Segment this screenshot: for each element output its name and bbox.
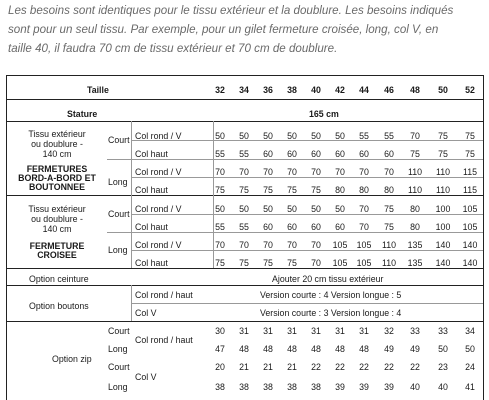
zip-length-cell: 40: [410, 382, 420, 392]
fabric-amount-cell: 70: [263, 240, 273, 250]
stature-value: 165 cm: [309, 109, 339, 119]
collar-label: Col rond / V: [135, 131, 182, 141]
fabric-amount-cell: 60: [287, 149, 297, 159]
fabric-amount-cell: 60: [335, 149, 345, 159]
fabric-amount-cell: 60: [263, 149, 273, 159]
fabric-amount-cell: 75: [239, 258, 249, 268]
fabric-amount-cell: 75: [438, 131, 448, 141]
fabric-amount-cell: 70: [287, 167, 297, 177]
zip-length-cell: 49: [410, 344, 420, 354]
row-divider: [131, 303, 483, 304]
belt-option-label: Option ceinture: [29, 274, 89, 284]
zip-length-cell: 22: [410, 362, 420, 372]
fabric-amount-cell: 70: [359, 167, 369, 177]
button-option-label: Option boutons: [29, 301, 89, 311]
fabric-amount-cell: 60: [311, 222, 321, 232]
length-long-label: Long: [108, 245, 128, 255]
fabric-label-1: Tissu extérieur: [28, 129, 86, 139]
row-divider: [131, 214, 483, 215]
fabric-amount-cell: 140: [435, 258, 451, 268]
fabric-amount-cell: 100: [435, 222, 451, 232]
fabric-amount-cell: 70: [239, 240, 249, 250]
length-court-label: Court: [108, 362, 130, 372]
fabric-amount-cell: 75: [438, 149, 448, 159]
fabric-amount-cell: 80: [359, 185, 369, 195]
fabric-amount-cell: 70: [311, 240, 321, 250]
zip-length-cell: 22: [335, 362, 345, 372]
zip-length-cell: 22: [384, 362, 394, 372]
fabric-amount-cell: 50: [287, 131, 297, 141]
zip-length-cell: 40: [438, 382, 448, 392]
collar-label: Col V: [135, 372, 157, 382]
zip-length-cell: 48: [359, 344, 369, 354]
fabric-amount-cell: 105: [332, 240, 348, 250]
fabric-amount-cell: 105: [356, 258, 372, 268]
row-divider: [7, 285, 483, 286]
fabric-amount-cell: 55: [384, 131, 394, 141]
zip-length-cell: 38: [239, 382, 249, 392]
fabric-amount-cell: 70: [384, 167, 394, 177]
zip-length-cell: 21: [287, 362, 297, 372]
fabric-amount-cell: 110: [435, 167, 451, 177]
row-divider: [131, 250, 483, 251]
row-divider: [7, 195, 483, 196]
fabric-label-2: ou doublure -: [31, 214, 83, 224]
fabric-amount-cell: 50: [239, 131, 249, 141]
fabric-amount-cell: 75: [287, 185, 297, 195]
fabric-amount-cell: 55: [239, 222, 249, 232]
fabric-label-2: ou doublure -: [31, 139, 83, 149]
stature-label: Stature: [67, 109, 98, 119]
fabric-amount-cell: 70: [215, 240, 225, 250]
fabric-amount-cell: 70: [359, 222, 369, 232]
size-header-cell: 36: [263, 85, 273, 95]
column-divider: [213, 121, 214, 268]
fabric-amount-cell: 105: [462, 222, 478, 232]
zip-length-cell: 39: [384, 382, 394, 392]
fabric-amount-cell: 100: [435, 204, 451, 214]
fabric-amount-cell: 70: [311, 167, 321, 177]
fabric-amount-cell: 75: [311, 185, 321, 195]
fabric-amount-cell: 75: [287, 258, 297, 268]
collar-label: Col haut: [135, 258, 168, 268]
belt-option-value: Ajouter 20 cm tissu extérieur: [272, 274, 384, 284]
size-header-cell: 42: [335, 85, 345, 95]
fabric-amount-cell: 135: [407, 240, 423, 250]
fabric-amount-cell: 105: [462, 204, 478, 214]
zip-length-cell: 31: [263, 326, 273, 336]
size-header-cell: 44: [359, 85, 369, 95]
length-court-label: Court: [108, 326, 130, 336]
fabric-amount-cell: 50: [287, 204, 297, 214]
fabric-amount-cell: 110: [407, 185, 423, 195]
fabric-amount-cell: 60: [335, 222, 345, 232]
fabric-amount-cell: 60: [263, 222, 273, 232]
intro-text: [8, 1, 486, 58]
size-header-cell: 40: [311, 85, 321, 95]
collar-label: Col rond / V: [135, 204, 182, 214]
size-header-cell: 50: [438, 85, 448, 95]
intro-line-2: sont pour un seul tissu. Par exemple, pour un gilet fermeture croisée, long, col V, en: [8, 23, 439, 36]
fabric-amount-cell: 55: [359, 131, 369, 141]
collar-label: Col rond / V: [135, 240, 182, 250]
size-header-cell: 52: [465, 85, 475, 95]
fabric-amount-cell: 75: [465, 131, 475, 141]
zip-length-cell: 38: [263, 382, 273, 392]
fabric-amount-cell: 50: [239, 204, 249, 214]
row-divider: [7, 121, 483, 122]
fabric-amount-cell: 75: [384, 222, 394, 232]
collar-label: Col rond / haut: [135, 290, 193, 300]
row-divider: [7, 268, 483, 269]
length-court-label: Court: [108, 135, 130, 145]
zip-length-cell: 39: [359, 382, 369, 392]
fabric-amount-cell: 75: [263, 185, 273, 195]
size-header-label: Taille: [87, 85, 109, 95]
column-divider: [131, 121, 132, 268]
fabric-amount-cell: 50: [263, 204, 273, 214]
collar-label: Col haut: [135, 149, 168, 159]
zip-length-cell: 33: [410, 326, 420, 336]
fabric-amount-cell: 75: [215, 185, 225, 195]
zip-length-cell: 31: [287, 326, 297, 336]
fabric-amount-cell: 75: [465, 149, 475, 159]
fabric-label-3: 140 cm: [42, 224, 72, 234]
fabric-amount-cell: 75: [239, 185, 249, 195]
row-divider: [107, 159, 483, 160]
fabric-amount-cell: 115: [462, 185, 478, 195]
collar-label: Col haut: [135, 222, 168, 232]
intro-line-1: Les besoins sont identiques pour le tissu extérieur et la doublure. Les besoins indiqués: [8, 4, 454, 17]
fabric-amount-cell: 70: [359, 204, 369, 214]
row-divider: [107, 232, 483, 233]
zip-length-cell: 31: [311, 326, 321, 336]
fabric-amount-cell: 60: [359, 149, 369, 159]
zip-length-cell: 23: [438, 362, 448, 372]
zip-length-cell: 21: [239, 362, 249, 372]
row-divider: [7, 321, 483, 322]
fabric-amount-cell: 70: [410, 131, 420, 141]
fabric-amount-cell: 70: [287, 240, 297, 250]
fabric-amount-cell: 140: [462, 258, 478, 268]
fabric-amount-cell: 70: [239, 167, 249, 177]
fabric-amount-cell: 75: [263, 258, 273, 268]
collar-label: Col rond / V: [135, 167, 182, 177]
zip-length-cell: 50: [438, 344, 448, 354]
size-header-cell: 38: [287, 85, 297, 95]
fabric-amount-cell: 55: [215, 149, 225, 159]
zip-length-cell: 22: [311, 362, 321, 372]
fabric-amount-cell: 70: [263, 167, 273, 177]
fabric-amount-cell: 70: [215, 167, 225, 177]
fabric-amount-cell: 80: [410, 222, 420, 232]
zip-length-cell: 39: [335, 382, 345, 392]
zip-option-label: Option zip: [52, 354, 92, 364]
fabric-amount-cell: 50: [215, 131, 225, 141]
size-header-cell: 46: [384, 85, 394, 95]
size-header-cell: 34: [239, 85, 249, 95]
fabric-amount-cell: 80: [410, 204, 420, 214]
zip-length-cell: 48: [287, 344, 297, 354]
intro-line-3: taille 40, il faudra 70 cm de tissu extérieur et 70 cm de doublure.: [8, 42, 338, 55]
zip-length-cell: 48: [311, 344, 321, 354]
zip-length-cell: 30: [215, 326, 225, 336]
zip-length-cell: 49: [384, 344, 394, 354]
zip-length-cell: 38: [287, 382, 297, 392]
fabric-amount-cell: 55: [215, 222, 225, 232]
fabric-requirements-table: [6, 75, 484, 400]
zip-length-cell: 41: [465, 382, 475, 392]
closure-bord-a-bord-label-2: BORD-A-BORD ET: [18, 173, 96, 183]
column-divider: [131, 285, 132, 321]
fabric-amount-cell: 80: [335, 185, 345, 195]
button-count-value: Version courte : 4 Version longue : 5: [260, 290, 402, 300]
fabric-amount-cell: 75: [410, 149, 420, 159]
fabric-amount-cell: 50: [335, 204, 345, 214]
length-long-label: Long: [108, 344, 128, 354]
fabric-amount-cell: 60: [311, 149, 321, 159]
zip-length-cell: 31: [359, 326, 369, 336]
zip-length-cell: 48: [263, 344, 273, 354]
length-long-label: Long: [108, 177, 128, 187]
fabric-amount-cell: 135: [407, 258, 423, 268]
zip-length-cell: 21: [263, 362, 273, 372]
fabric-amount-cell: 105: [332, 258, 348, 268]
zip-length-cell: 32: [384, 326, 394, 336]
zip-length-cell: 33: [438, 326, 448, 336]
zip-length-cell: 38: [311, 382, 321, 392]
fabric-amount-cell: 110: [381, 240, 397, 250]
collar-label: Col haut: [135, 185, 168, 195]
fabric-amount-cell: 55: [239, 149, 249, 159]
fabric-amount-cell: 50: [311, 204, 321, 214]
zip-length-cell: 31: [239, 326, 249, 336]
zip-length-cell: 34: [465, 326, 475, 336]
fabric-label-3: 140 cm: [42, 149, 72, 159]
closure-croisee-label-2: CROISEE: [37, 250, 77, 260]
zip-length-cell: 50: [465, 344, 475, 354]
fabric-amount-cell: 115: [462, 167, 478, 177]
fabric-amount-cell: 110: [407, 167, 423, 177]
length-court-label: Court: [108, 209, 130, 219]
fabric-amount-cell: 140: [435, 240, 451, 250]
size-header-cell: 48: [410, 85, 420, 95]
fabric-amount-cell: 110: [381, 258, 397, 268]
closure-bord-a-bord-label-1: FERMETURES: [26, 164, 88, 174]
fabric-amount-cell: 70: [335, 167, 345, 177]
fabric-amount-cell: 50: [311, 131, 321, 141]
size-header-cell: 32: [215, 85, 225, 95]
fabric-amount-cell: 105: [356, 240, 372, 250]
button-count-value: Version courte : 3 Version longue : 4: [260, 308, 402, 318]
closure-croisee-label-1: FERMETURE: [29, 241, 85, 251]
zip-length-cell: 48: [239, 344, 249, 354]
fabric-amount-cell: 110: [435, 185, 451, 195]
row-divider: [7, 99, 483, 100]
zip-length-cell: 31: [335, 326, 345, 336]
row-divider: [131, 140, 483, 141]
zip-length-cell: 20: [215, 362, 225, 372]
zip-length-cell: 38: [215, 382, 225, 392]
fabric-amount-cell: 60: [384, 149, 394, 159]
collar-label: Col rond / haut: [135, 335, 193, 345]
closure-bord-a-bord-label-3: BOUTONNEE: [28, 182, 86, 192]
fabric-amount-cell: 75: [215, 258, 225, 268]
row-divider: [131, 177, 483, 178]
length-long-label: Long: [108, 382, 128, 392]
fabric-amount-cell: 75: [384, 204, 394, 214]
collar-label: Col V: [135, 308, 157, 318]
fabric-amount-cell: 50: [263, 131, 273, 141]
zip-length-cell: 24: [465, 362, 475, 372]
zip-length-cell: 48: [335, 344, 345, 354]
zip-length-cell: 47: [215, 344, 225, 354]
fabric-label-1: Tissu extérieur: [28, 204, 86, 214]
fabric-amount-cell: 60: [287, 222, 297, 232]
fabric-amount-cell: 50: [335, 131, 345, 141]
fabric-amount-cell: 50: [215, 204, 225, 214]
fabric-amount-cell: 70: [311, 258, 321, 268]
fabric-amount-cell: 140: [462, 240, 478, 250]
fabric-amount-cell: 80: [384, 185, 394, 195]
zip-length-cell: 22: [359, 362, 369, 372]
